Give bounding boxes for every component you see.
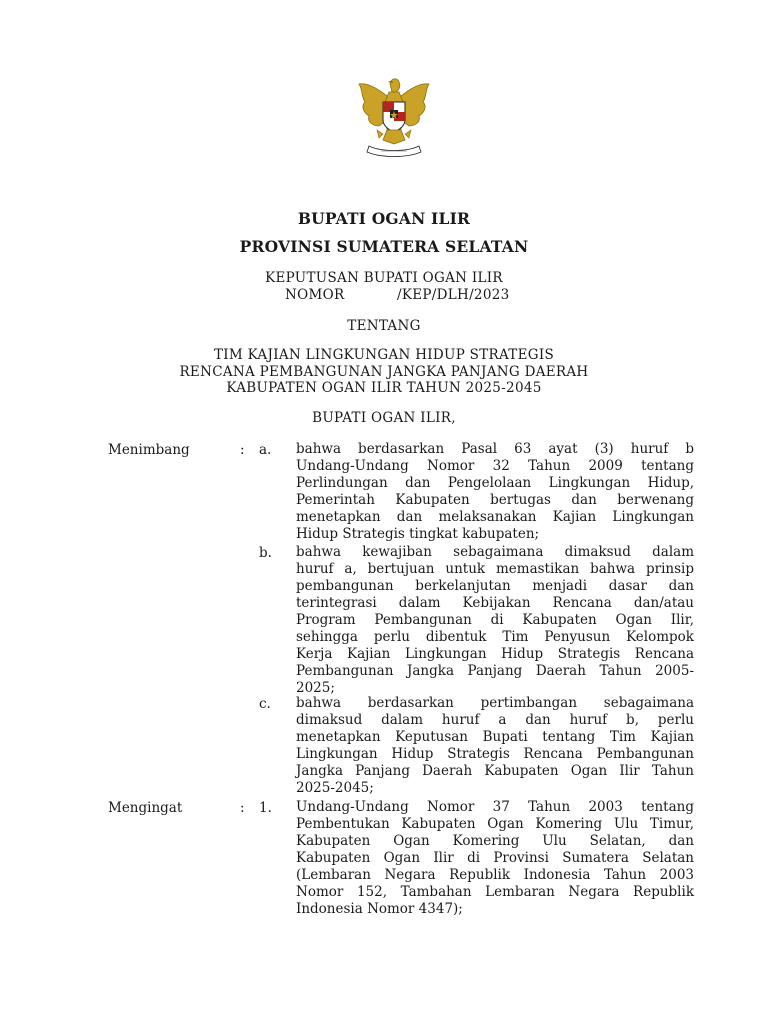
text-line: menetapkan Keputusan Bupati tentang Tim Kajian [296, 729, 694, 745]
text-line: Lingkungan Hidup Strategis Rencana Pembangunan [296, 746, 694, 762]
text-line: Kabupaten Ogan Komering Ulu Selatan, dan [296, 833, 694, 849]
province-title: PROVINSI SUMATERA SELATAN [239, 237, 529, 256]
tentang-heading: TENTANG [347, 318, 421, 334]
consideration-c [296, 695, 694, 797]
text-line: (Lembaran Negara Republik Indonesia Tahun 2003 [296, 867, 694, 883]
text-line: Kerja Kajian Lingkungan Hidup Strategis Rencana [296, 646, 694, 662]
text-line: terintegrasi dalam Kebijakan Rencana dan/atau [296, 595, 694, 611]
menimbang-label: Menimbang [108, 442, 190, 458]
text-line: menetapkan dan melaksanakan Kajian Lingkungan [296, 509, 694, 525]
decree-title: KEPUTUSAN BUPATI OGAN ILIR [265, 270, 503, 286]
subject-line-2: RENCANA PEMBANGUNAN JANGKA PANJANG DAERAH [179, 364, 589, 380]
item-marker-c: c. [259, 696, 271, 712]
text-line: 2025; [296, 680, 335, 696]
subject-line-3: KABUPATEN OGAN ILIR TAHUN 2025-2045 [226, 380, 542, 396]
subject-line-1: TIM KAJIAN LINGKUNGAN HIDUP STRATEGIS [213, 347, 555, 363]
text-line: Undang-Undang Nomor 37 Tahun 2003 tentang [296, 799, 694, 815]
text-line: bahwa kewajiban sebagaimana dimaksud dalam [296, 544, 694, 560]
issuer-title: BUPATI OGAN ILIR [297, 209, 471, 228]
text-line: Jangka Panjang Daerah Kabupaten Ogan Ilir Tahun [296, 763, 694, 779]
mengingat-label: Mengingat [108, 800, 183, 816]
nomor-value: /KEP/DLH/2023 [397, 287, 510, 303]
text-line: pembangunan berkelanjutan menjadi dasar dan [296, 578, 694, 594]
menimbang-colon: : [240, 442, 245, 458]
text-line: Hidup Strategis tingkat kabupaten; [296, 526, 540, 542]
text-line: Pembentukan Kabupaten Ogan Komering Ulu Timur, [296, 816, 694, 832]
text-line: Kabupaten Ogan Ilir di Provinsi Sumatera Selatan [296, 850, 694, 866]
text-line: Undang-Undang Nomor 32 Tahun 2009 tentang [296, 458, 694, 474]
consideration-a [296, 441, 694, 543]
text-line: sehingga perlu dibentuk Tim Penyusun Kelompok [296, 629, 694, 645]
item-marker-b: b. [259, 545, 272, 561]
text-line: dimaksud dalam huruf a dan huruf b, perlu [296, 712, 694, 728]
text-line: 2025-2045; [296, 780, 374, 796]
text-line: bahwa berdasarkan pertimbangan sebagaimana [296, 695, 694, 711]
text-line: Pembangunan Jangka Panjang Daerah Tahun 2005- [296, 663, 694, 679]
garuda-emblem-icon [355, 72, 433, 158]
nomor-label: NOMOR [285, 287, 345, 303]
text-line: huruf a, bertujuan untuk memastikan bahwa prinsip [296, 561, 694, 577]
consideration-b [296, 544, 694, 697]
text-line: Perlindungan dan Pengelolaan Lingkungan Hidup, [296, 475, 694, 491]
text-line: Nomor 152, Tambahan Lembaran Negara Republik [296, 884, 694, 900]
legal-basis-1 [296, 799, 694, 918]
authority-line: BUPATI OGAN ILIR, [312, 410, 456, 426]
text-line: bahwa berdasarkan Pasal 63 ayat (3) huruf b [296, 441, 694, 457]
item-marker-a: a. [259, 442, 272, 458]
item-marker-1: 1. [259, 800, 272, 816]
mengingat-colon: : [240, 800, 245, 816]
text-line: Indonesia Nomor 4347); [296, 901, 463, 917]
text-line: Program Pembangunan di Kabupaten Ogan Ilir, [296, 612, 694, 628]
text-line: Pemerintah Kabupaten bertugas dan berwenang [296, 492, 694, 508]
